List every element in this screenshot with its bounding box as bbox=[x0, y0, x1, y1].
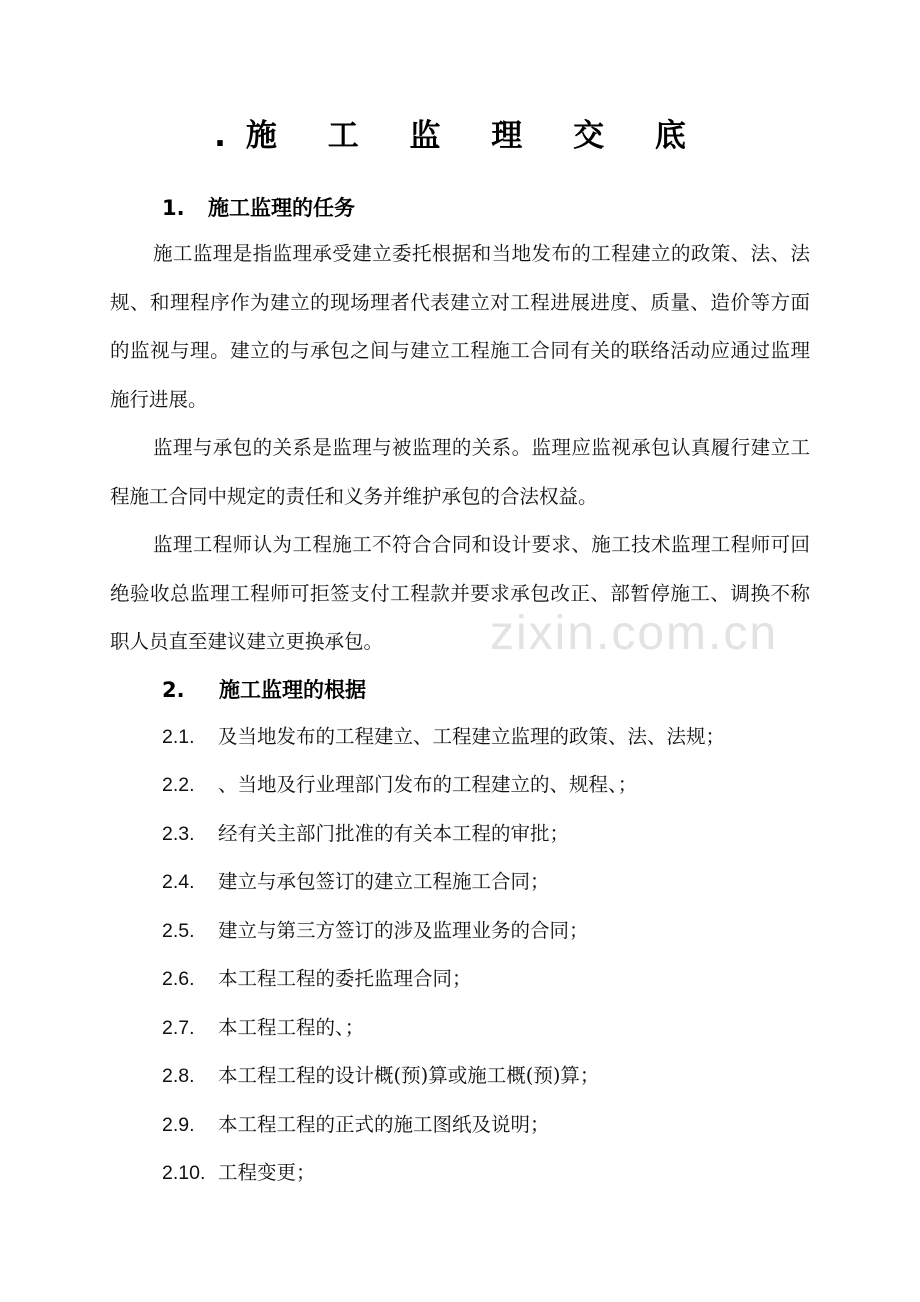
list-item bbox=[162, 1012, 364, 1044]
list-item-text: 建立与第三方签订的涉及监理业务的合同； bbox=[218, 919, 589, 942]
list-item-text: 本工程工程的设计概(预)算或施工概(预)算； bbox=[218, 1064, 600, 1087]
list-item-number: 2.5. bbox=[162, 920, 195, 942]
paragraph: 监理工程师认为工程施工不符合合同和设计要求、施工技术监理工程师可回绝验收总监理工程师可拒签支付工程款并要求承包改正、部暂停施工、调换不称职人员直至建议建立更换承包。 bbox=[110, 533, 810, 654]
list-item-number: 2.9. bbox=[162, 1114, 195, 1136]
paragraph: 施工监理是指监理承受建立委托根据和当地发布的工程建立的政策、法、法规、和理程序作为建立的现场理者代表建立对工程进展进度、质量、造价等方面的监视与理。建立的与承包之间与建立工程施工合同有关的联络活动应通过监理施行进展。 bbox=[110, 242, 810, 412]
document-title: .施 工 监 理 交 底 bbox=[214, 118, 706, 154]
list-item bbox=[162, 818, 569, 850]
list-item-number: 2.10. bbox=[162, 1162, 206, 1184]
list-item-text: 经有关主部门批准的有关本工程的审批； bbox=[218, 822, 570, 845]
paragraph: 监理与承包的关系是监理与被监理的关系。监理应监视承包认真履行建立工程施工合同中规定的责任和义务并维护承包的合法权益。 bbox=[110, 436, 810, 508]
list-item-text: 本工程工程的正式的施工图纸及说明； bbox=[218, 1113, 550, 1136]
section-2-number: 2. bbox=[162, 678, 185, 702]
list-item-number: 2.1. bbox=[162, 726, 195, 748]
list-item-number: 2.8. bbox=[162, 1065, 195, 1087]
list-item bbox=[162, 1109, 550, 1141]
list-item bbox=[162, 1060, 599, 1092]
section-2-heading bbox=[162, 674, 366, 706]
list-item-number: 2.2. bbox=[162, 774, 195, 796]
list-item-number: 2.7. bbox=[162, 1017, 195, 1039]
list-item-number: 2.4. bbox=[162, 871, 195, 893]
list-item-text: 本工程工程的委托监理合同； bbox=[218, 967, 472, 990]
list-item bbox=[162, 1157, 316, 1189]
section-2-title: 施工监理的根据 bbox=[219, 678, 366, 702]
list-item-number: 2.6. bbox=[162, 968, 195, 990]
list-item bbox=[162, 866, 550, 898]
list-item-number: 2.3. bbox=[162, 823, 195, 845]
list-item-text: 本工程工程的、； bbox=[218, 1016, 365, 1039]
section-1-number: 1. bbox=[162, 196, 185, 220]
list-item-text: 建立与承包签订的建立工程施工合同； bbox=[218, 870, 550, 893]
list-item-text: 及当地发布的工程建立、工程建立监理的政策、法、法规； bbox=[218, 725, 726, 748]
list-item bbox=[162, 963, 472, 995]
watermark: zixin.com.cn bbox=[490, 607, 779, 660]
list-item bbox=[162, 769, 637, 801]
list-item-text: 、当地及行业理部门发布的工程建立的、规程、； bbox=[218, 773, 638, 796]
list-item bbox=[162, 721, 725, 753]
section-1-title: 施工监理的任务 bbox=[208, 196, 355, 220]
section-1-heading bbox=[162, 192, 355, 224]
list-item-text: 工程变更； bbox=[218, 1161, 316, 1184]
list-item bbox=[162, 915, 589, 947]
